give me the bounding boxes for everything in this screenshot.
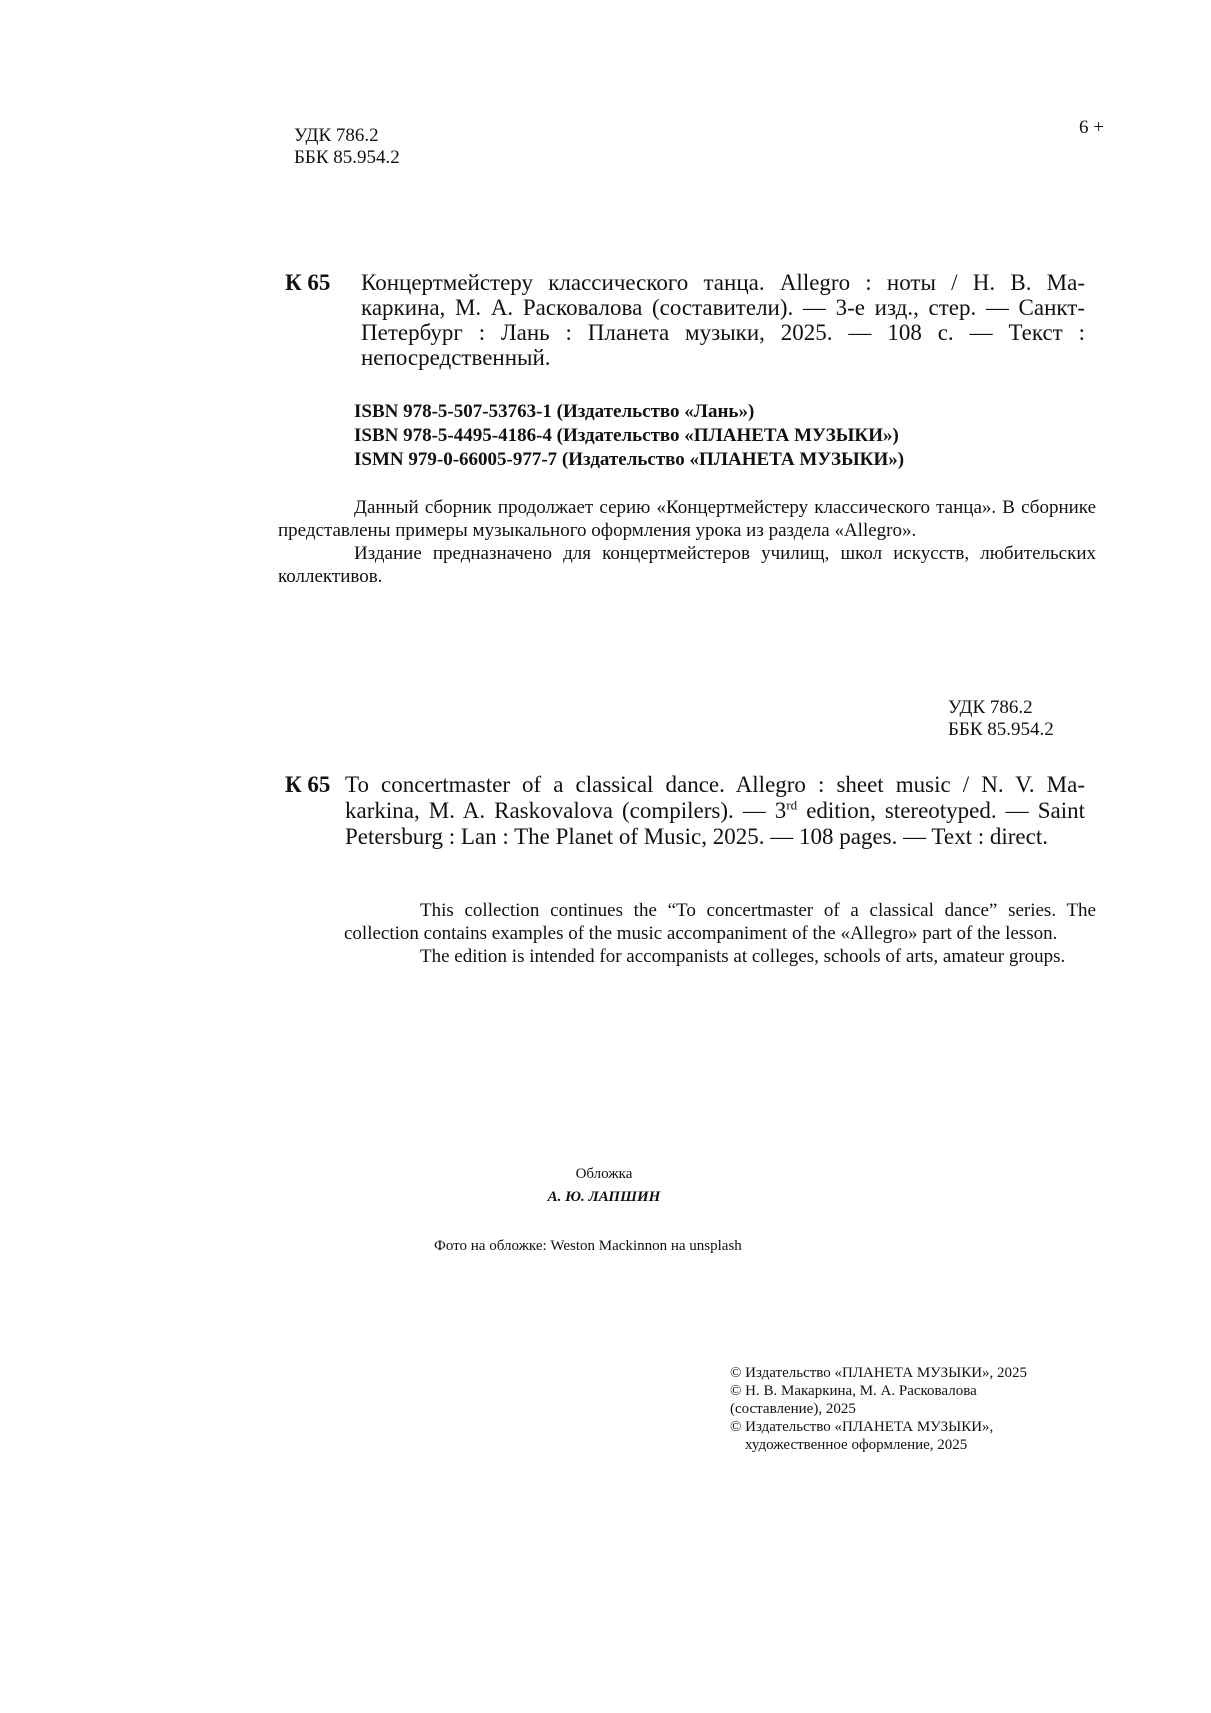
annotation-ru-p2: Издание предназначено для концертмейстеров училищ, школ искусств, любительских коллективов. xyxy=(278,543,1096,587)
copyright-compilers: © Н. В. Макаркина, М. А. Расковалова xyxy=(730,1383,977,1399)
cover-label: Обложка xyxy=(575,1166,633,1182)
cover-artist: А. Ю. ЛАПШИН xyxy=(547,1189,661,1205)
copyright-compilers-note: (составление), 2025 xyxy=(730,1401,856,1417)
isbn-lan: ISBN 978-5-507-53763-1 (Издательство «Лань») xyxy=(354,401,755,422)
entry-en-line1: To concertmaster of a classical dance. Allegro : sheet music / N. V. Ma- xyxy=(345,772,1085,797)
entry-en-body: karkina, M. A. Raskovalova (compilers). — 3rd edition, stereotyped. — Saint Petersburg : Lan : The Planet of Music, 2025. — 108 pages. — Text : direct. xyxy=(345,797,1085,849)
author-mark-en: К 65 xyxy=(285,772,331,797)
copyright-design-note: художественное оформление, 2025 xyxy=(745,1437,968,1453)
isbn-planeta: ISBN 978-5-4495-4186-4 (Издательство «ПЛАНЕТА МУЗЫКИ») xyxy=(354,425,899,446)
entry-ru-body: каркина, М. А. Расковалова (составители). — 3-е изд., стер. — Санкт-Петербург : Лань : Планета музыки, 2025. — 108 с. — Текст : непосредственный. xyxy=(361,295,1085,370)
bbk-code: ББК 85.954.2 xyxy=(294,147,400,168)
annotation-en-p2: The edition is intended for accompanists at colleges, schools of arts, amateur groups. xyxy=(420,946,1066,967)
udk-code: УДК 786.2 xyxy=(294,125,379,146)
ordinal-suffix: rd xyxy=(786,797,798,813)
annotation-ru xyxy=(278,496,1096,588)
bibliographic-entry-ru xyxy=(285,270,1085,370)
udk-code-en: УДК 786.2 xyxy=(948,697,1033,718)
copyright-design: © Издательство «ПЛАНЕТА МУЗЫКИ», xyxy=(730,1419,994,1435)
author-mark-ru: К 65 xyxy=(285,270,331,295)
copyright-publisher: © Издательство «ПЛАНЕТА МУЗЫКИ», 2025 xyxy=(730,1365,1028,1381)
photo-credit: Фото на обложке: Weston Mackinnon на unsplash xyxy=(434,1238,742,1254)
ismn-planeta: ISMN 979-0-66005-977-7 (Издательство «ПЛАНЕТА МУЗЫКИ») xyxy=(354,449,905,470)
age-rating: 6 + xyxy=(1079,117,1104,138)
bibliographic-entry-en xyxy=(285,772,1085,850)
classification-codes xyxy=(294,125,400,169)
annotation-en xyxy=(344,899,1096,968)
isbn-block xyxy=(354,400,1074,472)
annotation-ru-p1: Данный сборник продолжает серию «Концертмейстеру классического танца». В сборнике представлены примеры музыкального оформления урока из раздела «Allegro». xyxy=(278,497,1096,541)
entry-ru-line1: Концертмейстеру классического танца. Allegro : ноты / Н. В. Ма- xyxy=(361,270,1085,295)
annotation-en-p1: This collection continues the “To concertmaster of a classical dance” series. The collection contains examples of the music accompaniment of the «Allegro» part of the lesson. xyxy=(344,900,1096,944)
bbk-code-en: ББК 85.954.2 xyxy=(948,719,1054,740)
copyright-block xyxy=(730,1364,1027,1454)
classification-codes-en xyxy=(948,697,1054,741)
cover-credit xyxy=(450,1166,758,1206)
